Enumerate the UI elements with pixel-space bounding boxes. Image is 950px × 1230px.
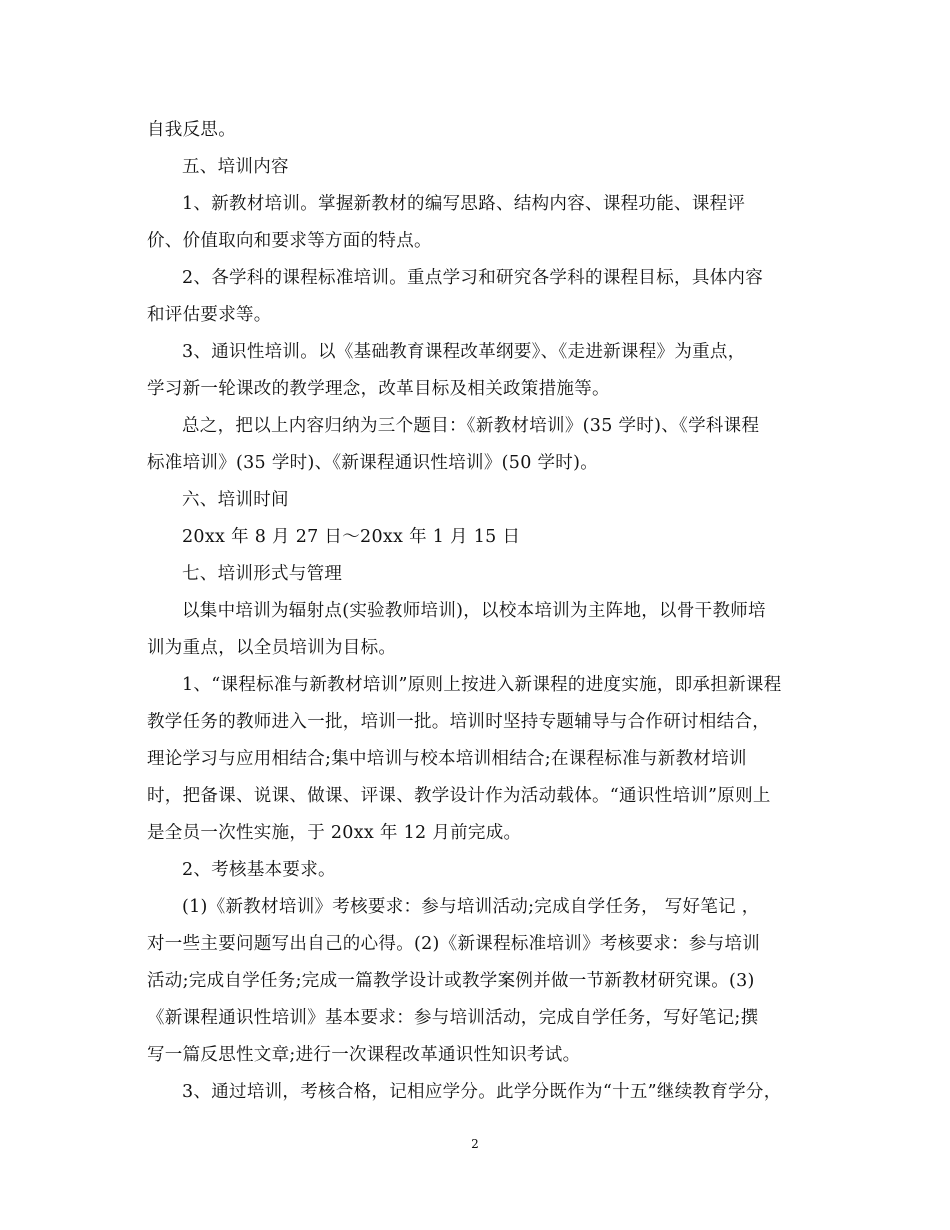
text-line: 理论学习与应用相结合;集中培训与校本培训相结合;在课程标准与新教材培训 [147,749,747,769]
text-line: 价、价值取向和要求等方面的特点。 [147,231,432,251]
text-line: 和评估要求等。 [147,305,272,325]
text-line: 2、考核基本要求。 [182,860,336,880]
section-heading-time: 六、培训时间 [182,490,289,510]
text-line: 自我反思。 [147,120,236,140]
text-line: 1、新教材培训。掌握新教材的编写思路、结构内容、课程功能、课程评 [182,194,746,214]
section-heading-content: 五、培训内容 [182,157,289,177]
text-line: 以集中培训为辐射点(实验教师培训)，以校本培训为主阵地，以骨干教师培 [182,601,766,621]
section-heading-format: 七、培训形式与管理 [182,564,343,584]
text-line: 3、通过培训，考核合格，记相应学分。此学分既作为“十五”继续教育学分， [182,1082,782,1102]
text-line: 时，把备课、说课、做课、评课、教学设计作为活动载体。“通识性培训”原则上 [147,786,771,806]
text-line: 活动;完成自学任务;完成一篇教学设计或教学案例并做一节新教材研究课。(3) [147,971,755,991]
text-line: 1、“课程标准与新教材培训”原则上按进入新课程的进度实施，即承担新课程 [182,675,782,695]
text-line: 20xx 年 8 月 27 日～20xx 年 1 月 15 日 [182,527,521,547]
text-line: 2、各学科的课程标准培训。重点学习和研究各学科的课程目标，具体内容 [182,268,764,288]
text-line: 标准培训》(35 学时)、《新课程通识性培训》(50 学时)。 [147,453,599,473]
text-line: 学习新一轮课改的教学理念，改革目标及相关政策措施等。 [147,379,610,399]
text-line: 是全员一次性实施，于 20xx 年 12 月前完成。 [147,823,522,843]
page-number: 2 [471,1137,479,1151]
text-line: 训为重点，以全员培训为目标。 [147,638,397,658]
text-line: 《新课程通识性培训》基本要求：参与培训活动，完成自学任务，写好笔记;撰 [147,1008,759,1028]
text-line: 3、通识性培训。以《基础教育课程改革纲要》、《走进新课程》为重点， [182,342,746,362]
text-line: (1)《新教材培训》考核要求：参与培训活动;完成自学任务， 写好笔记 ， [182,897,760,917]
text-line: 总之，把以上内容归纳为三个题目：《新教材培训》(35 学时)、《学科课程 [182,416,760,436]
text-line: 对一些主要问题写出自己的心得。(2)《新课程标准培训》考核要求：参与培训 [147,934,761,954]
text-line: 写一篇反思性文章;进行一次课程改革通识性知识考试。 [147,1045,581,1065]
text-line: 教学任务的教师进入一批，培训一批。培训时坚持专题辅导与合作研讨相结合， [147,712,770,732]
